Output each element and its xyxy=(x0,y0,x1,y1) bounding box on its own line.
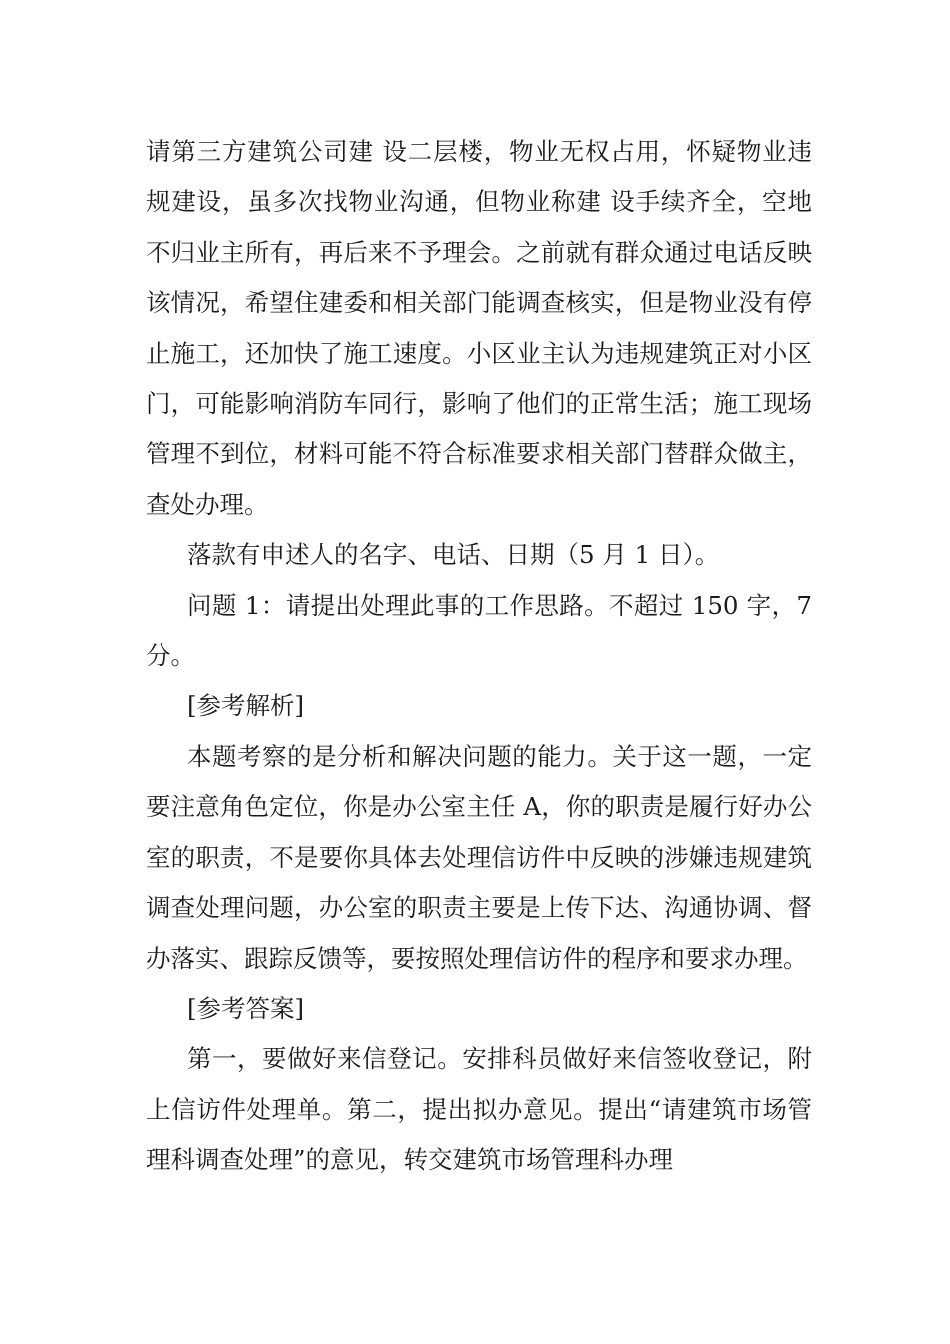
paragraph-question-1: 问题 1：请提出处理此事的工作思路。不超过 150 字，7 分。 xyxy=(146,590,812,671)
heading-reference-analysis: [参考解析] xyxy=(187,691,305,721)
paragraph-analysis: 本题考察的是分析和解决问题的能力。关于这一题，一定要注意角色定位，你是办公室主任 A，你的职责是履行好办公室的职责，不是要你具体去处理信访件中反映的涉嫌违规建筑调查处理问题，办公室的职责主要是上传下达、沟通协调、督办落实、跟踪反馈等，要按照处理信访件的程序和要求办理。 xyxy=(146,741,812,973)
paragraph-signature-note: 落款有申述人的名字、电话、日期（5 月 1 日）。 xyxy=(187,540,720,570)
heading-reference-answer: [参考答案] xyxy=(187,993,305,1023)
paragraph-answer: 第一，要做好来信登记。安排科员做好来信签收登记，附上信访件处理单。第二，提出拟办意见。提出“请建筑市场管理科调查处理”的意见，转交建筑市场管理科办理 xyxy=(146,1044,812,1175)
document-body xyxy=(146,127,812,1186)
paragraph-complaint-content: 请第三方建筑公司建 设二层楼，物业无权占用，怀疑物业违规建设，虽多次找物业沟通，但物业称建 设手续齐全，空地不归业主所有，再后来不予理会。之前就有群众通过电话反映该情况，希望住建委和相关部门能调查核实，但是物业没有停止施工，还加快了施工速度。小区业主认为违规建筑正对小区门，可能影响消防车同行，影响了他们的正常生活；施工现场管理不到位，材料可能不符合标准要求相关部门替群众做主，查处办理。 xyxy=(146,137,812,519)
